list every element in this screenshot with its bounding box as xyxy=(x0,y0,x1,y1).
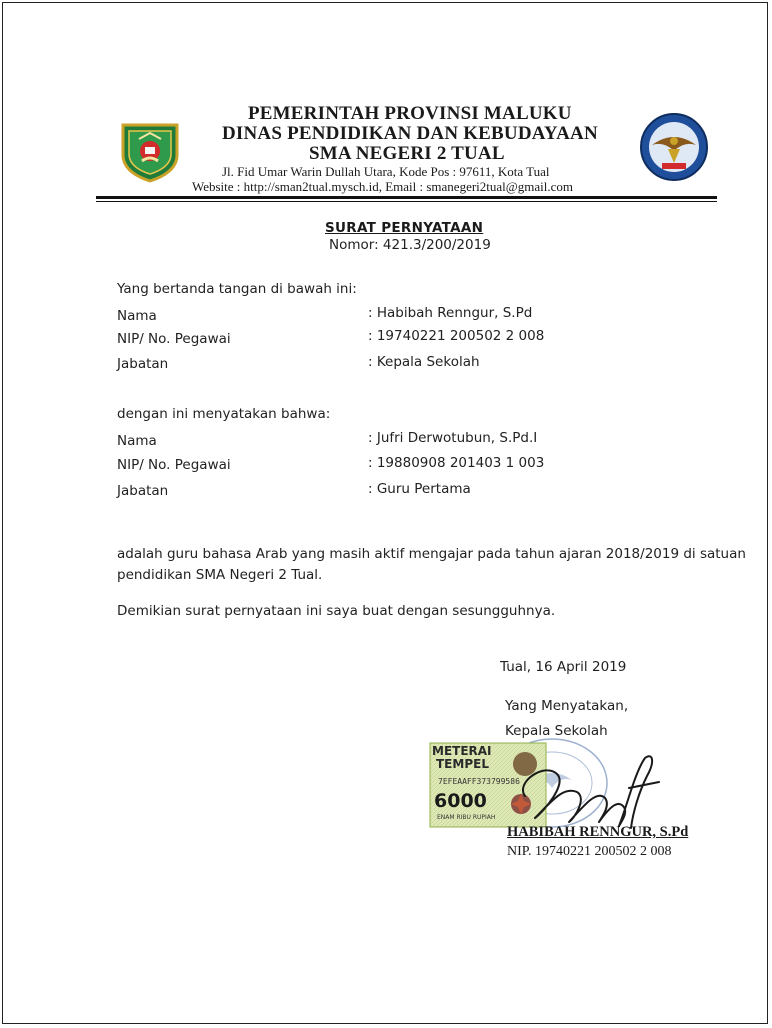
subject-position-value: : Guru Pertama xyxy=(368,481,471,497)
subject-nip-label: NIP/ No. Pegawai xyxy=(117,457,231,473)
signer-name-value: : Habibah Renngur, S.Pd xyxy=(368,305,533,321)
handwritten-signature-icon xyxy=(505,752,665,834)
letterhead-contact: Website : http://sman2tual.mysch.id, Email : smanegeri2tual@gmail.com xyxy=(192,179,573,194)
stamp-label-mid: TEMPEL xyxy=(436,757,489,771)
letterhead-address: Jl. Fid Umar Warin Dullah Utara, Kode Pos : 97611, Kota Tual xyxy=(222,164,550,179)
signer-position-value: : Kepala Sekolah xyxy=(368,354,480,370)
signer-nip-label: NIP/ No. Pegawai xyxy=(117,331,231,347)
header-rule-thick xyxy=(96,196,717,199)
signer-nip-signature: NIP. 19740221 200502 2 008 xyxy=(507,844,672,859)
stamp-value-words: ENAM RIBU RUPIAH xyxy=(437,814,496,821)
stamp-label-top: METERAI xyxy=(432,744,492,758)
maluku-province-emblem-icon xyxy=(117,121,183,183)
place-date: Tual, 16 April 2019 xyxy=(500,659,627,675)
closing-text: Demikian surat pernyataan ini saya buat dengan sesungguhnya. xyxy=(117,603,556,619)
signer-nip-value: : 19740221 200502 2 008 xyxy=(368,328,545,344)
letterhead-school: SMA NEGERI 2 TUAL xyxy=(309,143,505,164)
signer-name-label: Nama xyxy=(117,308,157,324)
document-number: Nomor: 421.3/200/2019 xyxy=(329,237,491,253)
document-title: SURAT PERNYATAAN xyxy=(325,220,484,236)
letterhead-government: PEMERINTAH PROVINSI MALUKU xyxy=(248,103,572,124)
intro-text: Yang bertanda tangan di bawah ini: xyxy=(117,281,357,297)
statement-paragraph-line1: adalah guru bahasa Arab yang masih aktif mengajar pada tahun ajaran 2018/2019 di satuan xyxy=(117,546,746,562)
subject-nip-value: : 19880908 201403 1 003 xyxy=(368,455,545,471)
declarant-position: Kepala Sekolah xyxy=(505,723,608,739)
stamp-value: 6000 xyxy=(434,790,487,812)
stamp-serial: 7EFEAAFF373799586 xyxy=(438,777,520,786)
signer-position-label: Jabatan xyxy=(117,356,169,372)
subject-name-value: : Jufri Derwotubun, S.Pd.I xyxy=(368,430,538,446)
declarant-label: Yang Menyatakan, xyxy=(505,698,629,714)
subject-position-label: Jabatan xyxy=(117,483,169,499)
statement-paragraph-line2: pendidikan SMA Negeri 2 Tual. xyxy=(117,567,323,583)
header-rule-thin xyxy=(96,201,717,202)
signer-name-signature: HABIBAH RENNGUR, S.Pd xyxy=(507,824,689,840)
subject-name-label: Nama xyxy=(117,433,157,449)
school-emblem-icon xyxy=(638,111,710,183)
statement-intro: dengan ini menyatakan bahwa: xyxy=(117,406,331,422)
letterhead-department: DINAS PENDIDIKAN DAN KEBUDAYAAN xyxy=(222,123,598,144)
